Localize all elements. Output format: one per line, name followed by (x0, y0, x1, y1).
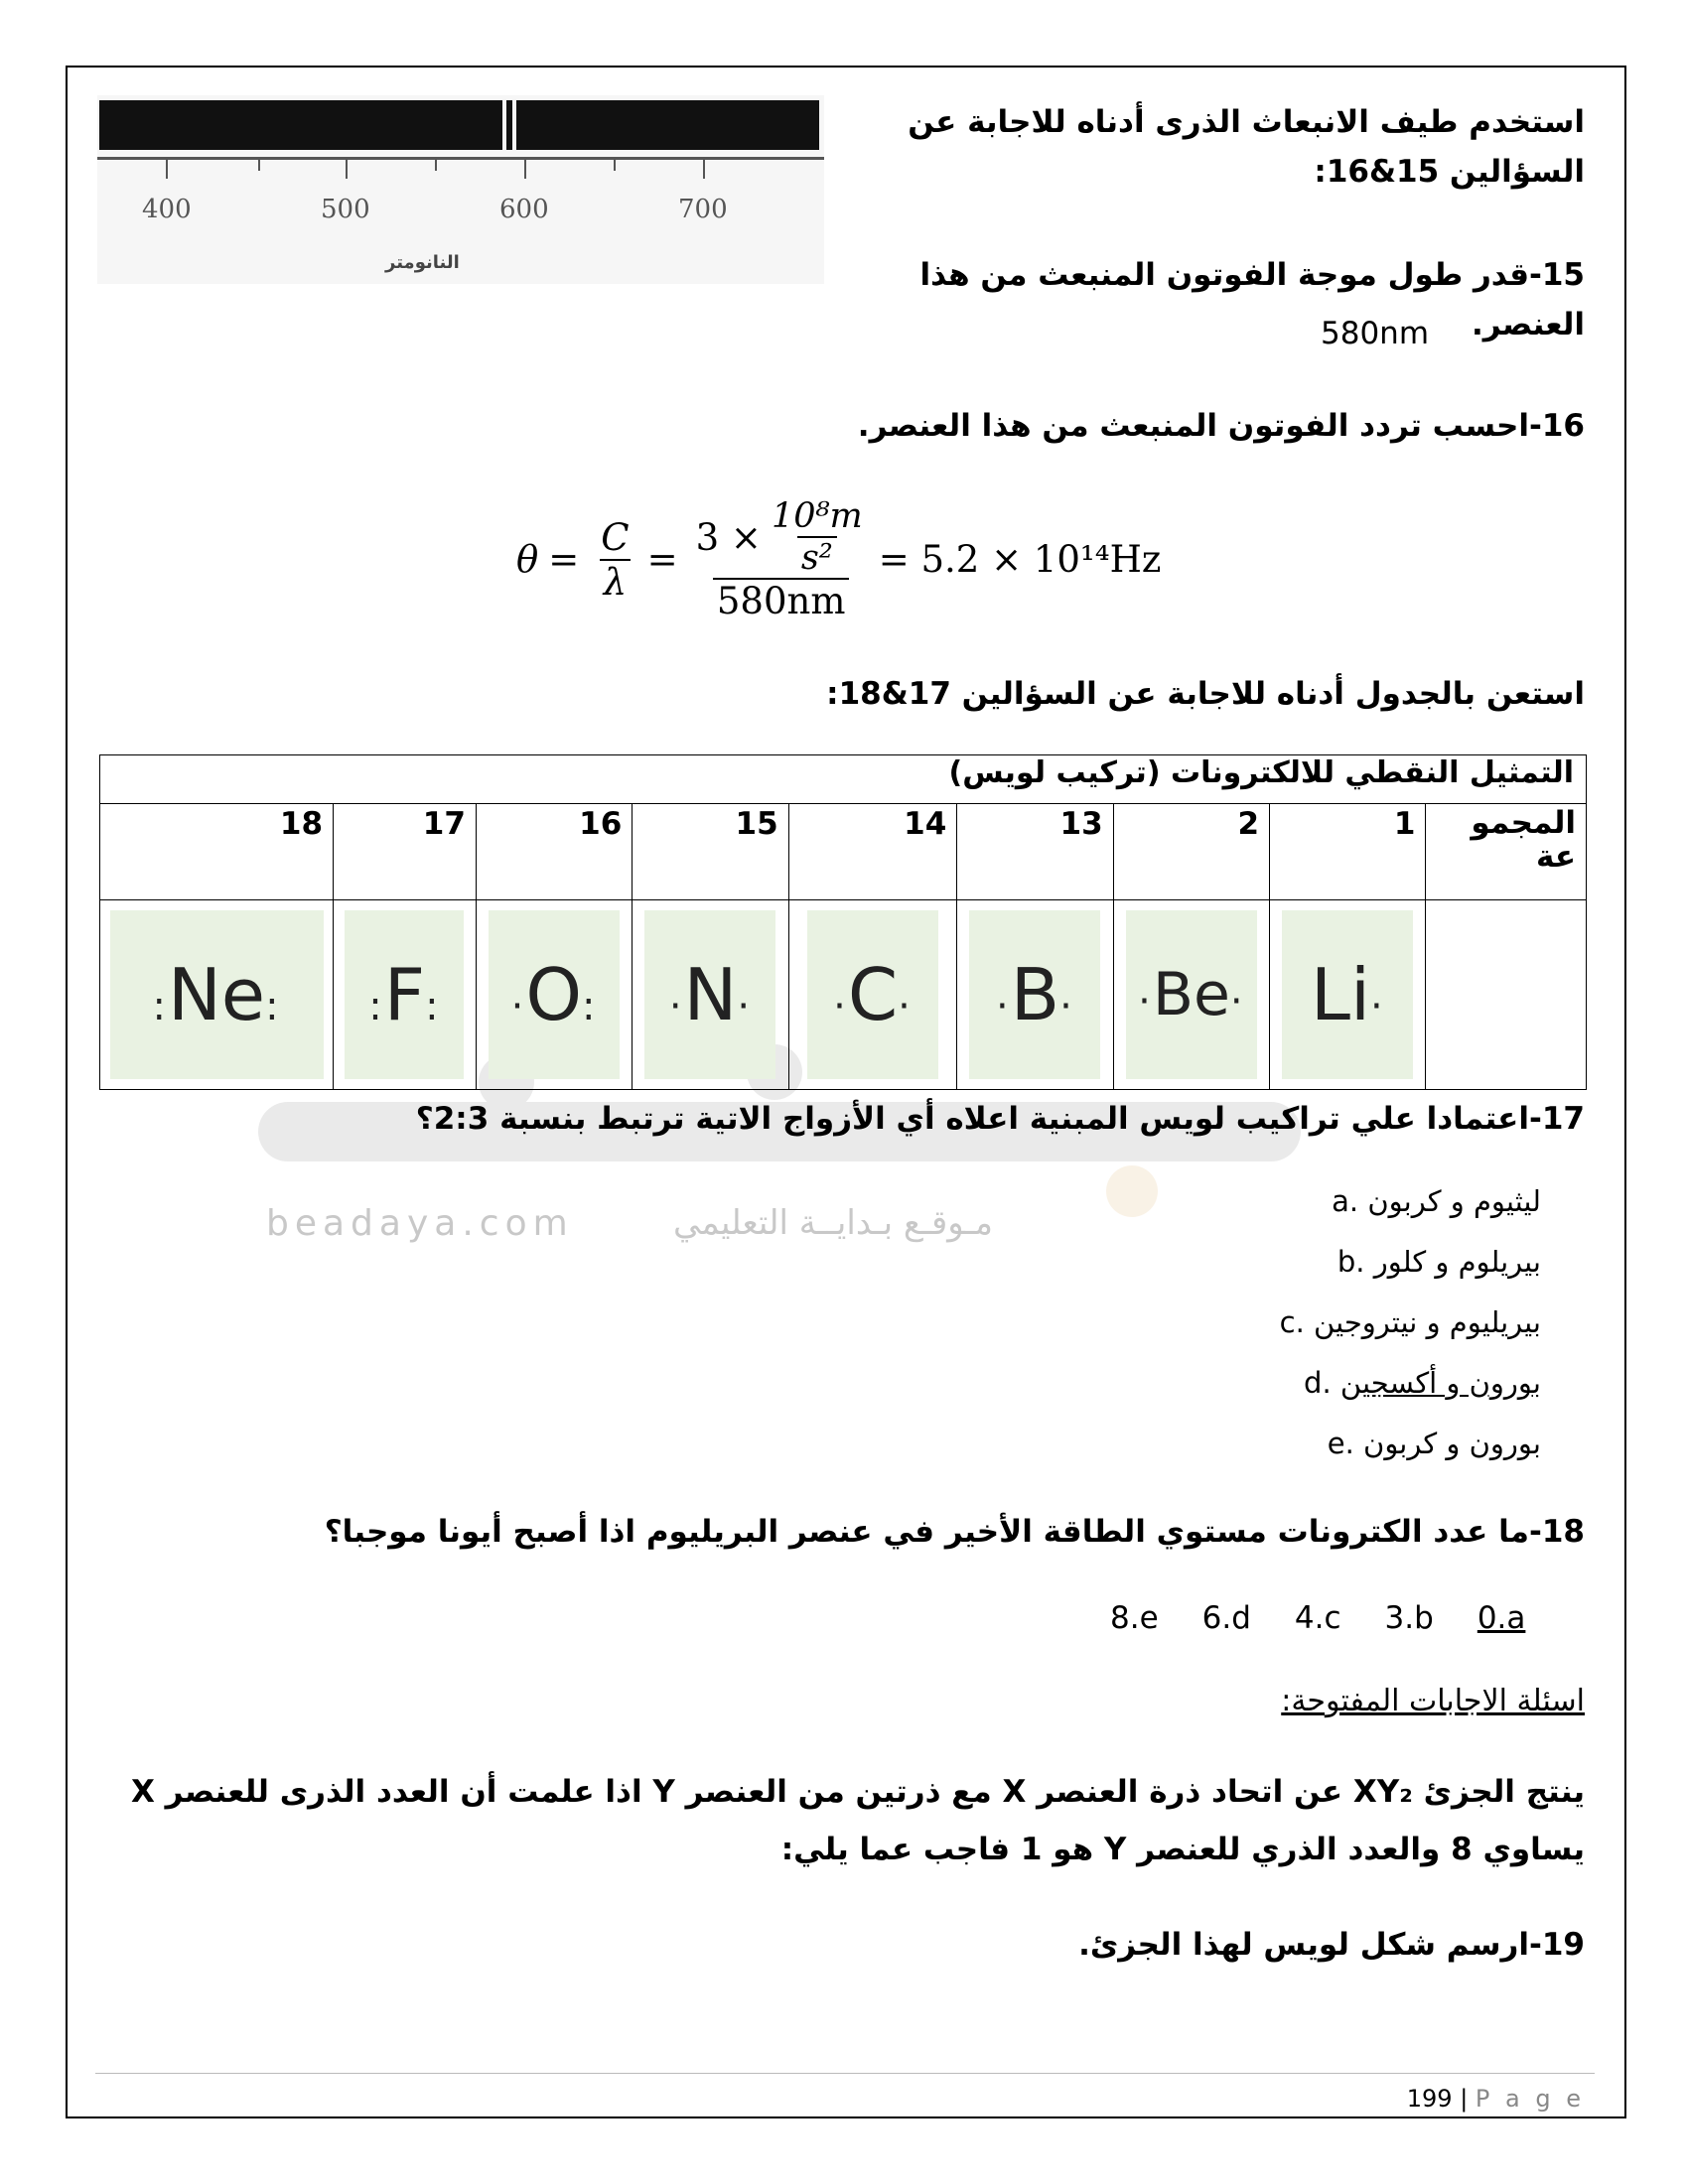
question-15-answer: 580nm (1321, 316, 1430, 351)
emission-line (502, 100, 506, 150)
frequency-equation: θ = $\frac{C}{\lambda}$ = 3 × $\frac{\text{10⁸m}}{\text{s²}}$ 580nm = 5.2 × 10¹⁴Hz (516, 496, 1162, 622)
q18-option-c[interactable]: 4.c (1294, 1600, 1341, 1636)
question-16-text: 16-احسب تردد الفوتون المنبعث من هذا العنصر. (857, 408, 1585, 444)
page-number: 199 (1406, 2085, 1453, 2113)
page-footer: 199 | P a g e (1406, 2085, 1585, 2113)
group-15: 15 (633, 804, 788, 900)
emission-line (512, 100, 516, 150)
axis-tick (614, 157, 616, 171)
q18-option-b[interactable]: 3.b (1384, 1600, 1434, 1636)
intro-questions-17-18: استعن بالجدول أدناه للاجابة عن السؤالين 17&18: (826, 676, 1585, 712)
q17-option-e[interactable]: e. بورون و كربون (1327, 1427, 1541, 1460)
lewis-ne: :Ne: (100, 900, 334, 1090)
tick-label-400: 400 (142, 195, 192, 224)
tick-label-500: 500 (321, 195, 370, 224)
watermark-url: beadaya.com (266, 1203, 574, 1244)
unit-label: النانومتر (385, 252, 460, 273)
eq-main-fraction: 3 × $\frac{\text{10⁸m}}{\text{s²}}$ 580nm (695, 496, 863, 622)
q18-option-e[interactable]: 8.e (1110, 1600, 1159, 1636)
group-18: 18 (100, 804, 334, 900)
spectrum-axis (97, 157, 824, 160)
axis-tick (166, 157, 168, 179)
q18-option-a[interactable]: 0.a (1477, 1600, 1526, 1636)
q17-option-a[interactable]: a. ليثيوم و كربون (1332, 1184, 1541, 1218)
question-17-text: 17-اعتمادا علي تراكيب لويس المبنية اعلاه أي الأزواج الاتية ترتبط بنسبة 2:3؟ (415, 1101, 1585, 1137)
axis-tick (346, 157, 348, 179)
lewis-n: ·N· (633, 900, 788, 1090)
page-word: P a g e (1475, 2085, 1585, 2113)
group-16: 16 (476, 804, 632, 900)
open-questions-heading: اسئلة الاجابات المفتوحة: (1281, 1684, 1585, 1718)
intro-questions-15-16: استخدم طيف الانبعاث الذرى أدناه للاجابة عن السؤالين 15&16: (908, 104, 1585, 190)
q17-correct-answer: بورون و أكسجين (1339, 1366, 1541, 1400)
open-paragraph-line-2: يساوي 8 والعدد الذري للعنصر Y هو 1 فاجب عما يلي: (780, 1832, 1585, 1867)
lewis-o: ·O: (476, 900, 632, 1090)
q18-options (1110, 1600, 1525, 1636)
footer-divider (95, 2073, 1595, 2074)
axis-tick (435, 157, 437, 171)
question-18-text: 18-ما عدد الكترونات مستوي الطاقة الأخير في عنصر البريليوم اذا أصبح أيونا موجبا؟ (324, 1514, 1585, 1550)
axis-tick (703, 157, 705, 179)
spectrum-bar (99, 100, 819, 150)
emission-spectrum (97, 95, 824, 284)
axis-tick (258, 157, 260, 171)
group-13: 13 (957, 804, 1113, 900)
lewis-be: ·Be· (1113, 900, 1269, 1090)
lewis-structures-table (99, 754, 1587, 1090)
group-2: 2 (1113, 804, 1269, 900)
lewis-empty (1426, 900, 1587, 1090)
lewis-li: Li· (1270, 900, 1426, 1090)
lewis-c: ·C· (788, 900, 957, 1090)
q18-option-d[interactable]: 6.d (1201, 1600, 1251, 1636)
watermark-arabic: مـوقـع بـدايــة التعليمي (673, 1203, 993, 1243)
question-19-text: 19-ارسم شكل لويس لهذا الجزئ. (1078, 1927, 1585, 1963)
open-paragraph-line-1: ينتج الجزئ XY₂ عن اتحاد ذرة العنصر X مع ذرتين من العنصر Y اذا علمت أن العدد الذرى للعنصر X (130, 1774, 1585, 1810)
group-14: 14 (788, 804, 957, 900)
question-15-text: 15-قدر طول موجة الفوتون المنبعث من هذا العنصر. (919, 257, 1585, 342)
eq-theta: θ (516, 538, 539, 581)
group-header: المجموعة (1426, 804, 1587, 900)
group-1: 1 (1270, 804, 1426, 900)
eq-c-over-lambda: $\frac{C}{\lambda}$ (601, 515, 630, 604)
table-title: التمثيل النقطي للالكترونات (تركيب لويس) (100, 755, 1587, 804)
q17-option-d[interactable]: d. بورون و أكسجين (1304, 1366, 1541, 1400)
tick-label-600: 600 (499, 195, 549, 224)
q17-option-c[interactable]: c. بيريليوم و نيتروجين (1279, 1305, 1541, 1339)
group-17: 17 (334, 804, 477, 900)
axis-tick (524, 157, 526, 179)
lewis-f: :F: (334, 900, 477, 1090)
tick-label-700: 700 (678, 195, 728, 224)
q17-option-b[interactable]: b. بيريلوم و كلور (1336, 1245, 1541, 1279)
eq-result: = 5.2 × 10¹⁴Hz (878, 538, 1162, 581)
lewis-b: ·B· (957, 900, 1113, 1090)
